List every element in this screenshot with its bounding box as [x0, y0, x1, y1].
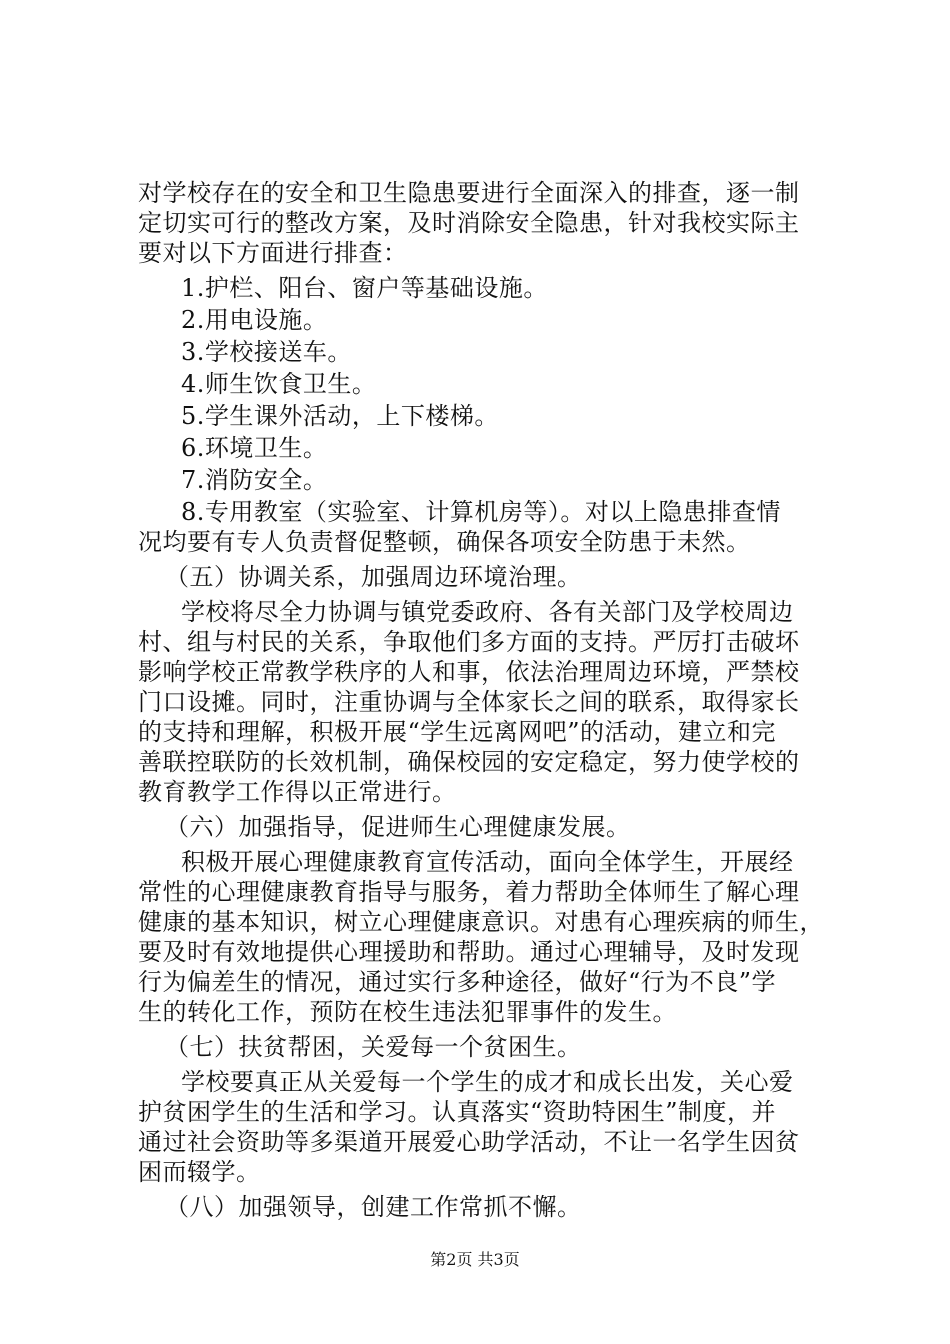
- text-line: 常性的心理健康教育指导与服务，着力帮助全体师生了解心理: [138, 878, 800, 906]
- list-item: 1.护栏、阳台、窗户等基础设施。: [181, 274, 548, 302]
- text-line: 善联控联防的长效机制，确保校园的安定稳定，努力使学校的: [138, 748, 800, 776]
- text-line: 积极开展心理健康教育宣传活动，面向全体学生，开展经: [181, 848, 794, 876]
- list-item: 4.师生饮食卫生。: [181, 370, 377, 398]
- text-line: 要及时有效地提供心理援助和帮助。通过心理辅导，及时发现: [138, 938, 800, 966]
- text-line: 影响学校正常教学秩序的人和事，依法治理周边环境，严禁校: [138, 658, 800, 686]
- text-line: 健康的基本知识，树立心理健康意识。对患有心理疾病的师生，: [138, 908, 824, 936]
- section-heading: （五）协调关系，加强周边环境治理。: [165, 563, 582, 591]
- list-item: 3.学校接送车。: [181, 338, 352, 366]
- text-line: 教育教学工作得以正常进行。: [138, 778, 457, 806]
- text-line: 护贫困学生的生活和学习。认真落实“资助特困生”制度，并: [138, 1098, 777, 1126]
- text-line: 要对以下方面进行排查：: [138, 239, 408, 267]
- text-line: 生的转化工作，预防在校生违法犯罪事件的发生。: [138, 998, 677, 1026]
- text-line: 通过社会资助等多渠道开展爱心助学活动，不让一名学生因贫: [138, 1128, 800, 1156]
- section-heading: （八）加强领导，创建工作常抓不懈。: [165, 1193, 582, 1221]
- text-line: 对学校存在的安全和卫生隐患要进行全面深入的排查，逐一制: [138, 179, 800, 207]
- text-line: 困而辍学。: [138, 1158, 261, 1186]
- text-line: 行为偏差生的情况，通过实行多种途径，做好“行为不良”学: [138, 968, 777, 996]
- text-line: 村、组与村民的关系，争取他们多方面的支持。严厉打击破坏: [138, 628, 800, 656]
- text-line: 定切实可行的整改方案，及时消除安全隐患，针对我校实际主: [138, 209, 800, 237]
- list-item: 8.专用教室（实验室、计算机房等）。对以上隐患排查情: [181, 498, 781, 526]
- text-line: 况均要有专人负责督促整顿，确保各项安全防患于未然。: [138, 528, 751, 556]
- list-item: 2.用电设施。: [181, 306, 328, 334]
- list-item: 6.环境卫生。: [181, 434, 328, 462]
- list-item: 5.学生课外活动，上下楼梯。: [181, 402, 499, 430]
- text-line: 门口设摊。同时，注重协调与全体家长之间的联系，取得家长: [138, 688, 800, 716]
- section-heading: （六）加强指导，促进师生心理健康发展。: [165, 813, 631, 841]
- list-item: 7.消防安全。: [181, 466, 328, 494]
- page-footer: 第2页 共3页: [430, 1250, 520, 1269]
- text-line: 学校将尽全力协调与镇党委政府、各有关部门及学校周边: [181, 598, 794, 626]
- text-line: 学校要真正从关爱每一个学生的成才和成长出发，关心爱: [181, 1068, 794, 1096]
- text-line: 的支持和理解，积极开展“学生远离网吧”的活动，建立和完: [138, 718, 777, 746]
- section-heading: （七）扶贫帮困，关爱每一个贫困生。: [165, 1033, 582, 1061]
